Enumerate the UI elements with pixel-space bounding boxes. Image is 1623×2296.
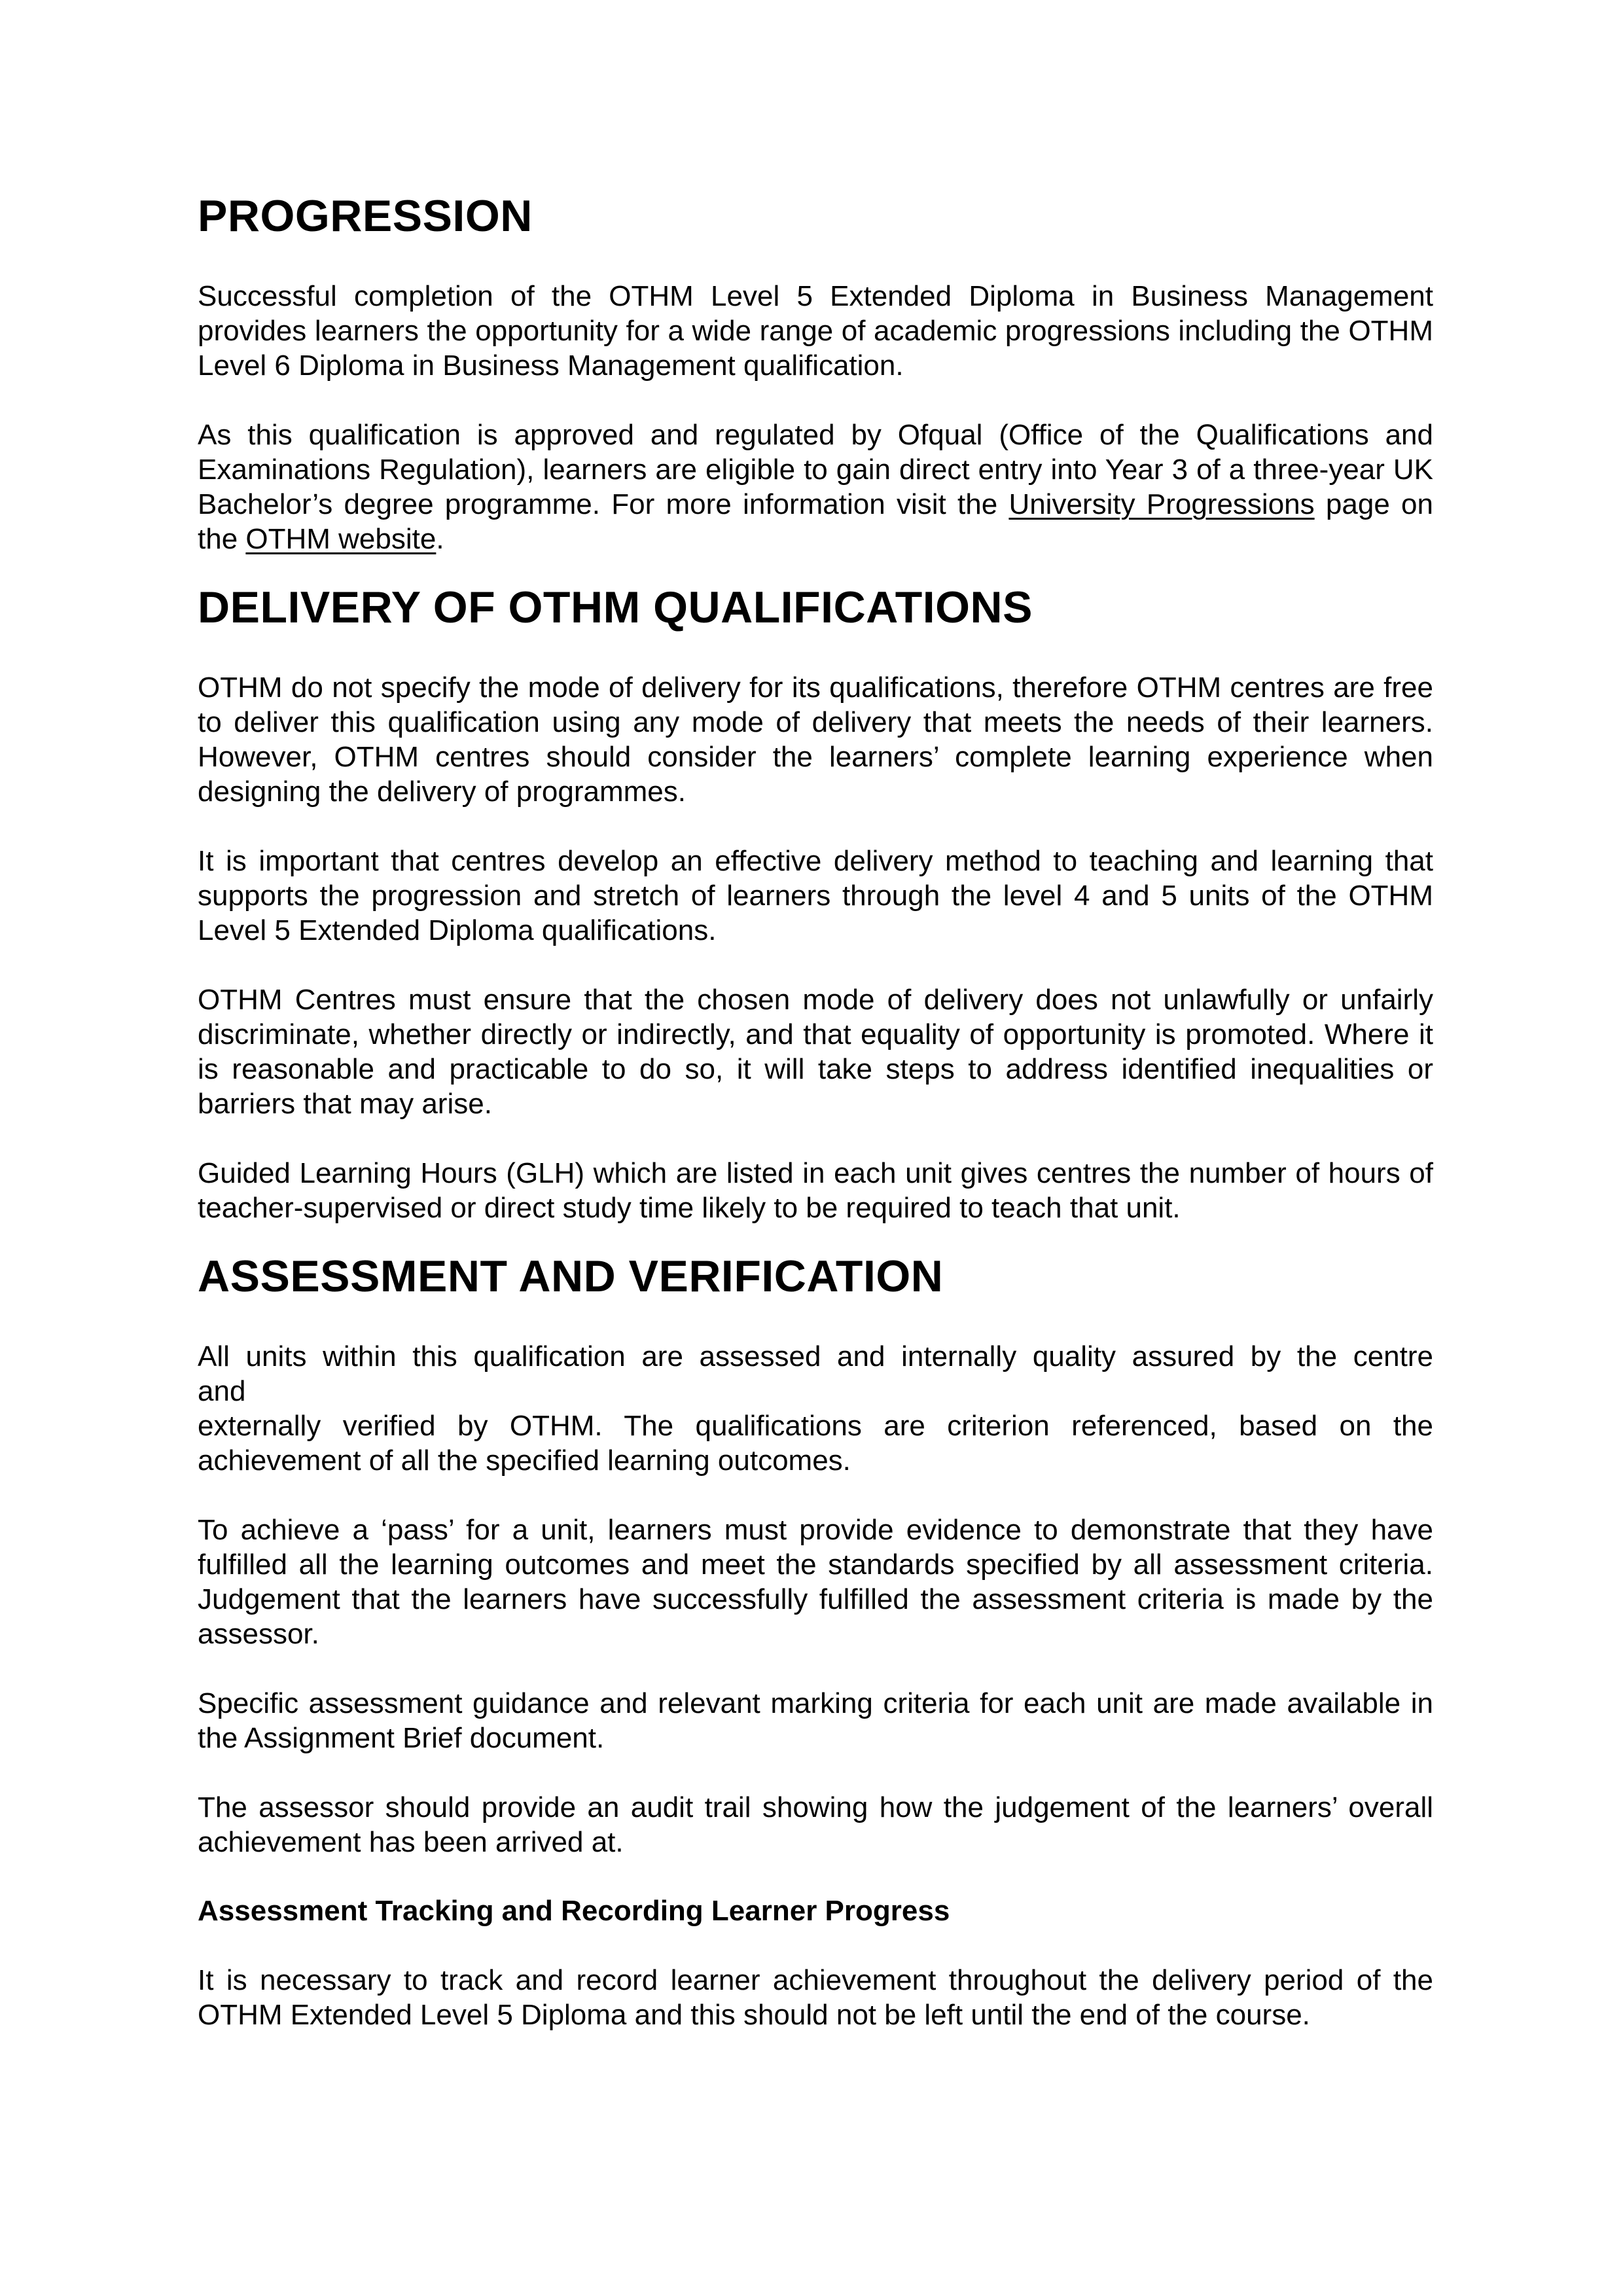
assessment-paragraph-1 [198, 1339, 1433, 1478]
delivery-paragraph-4: Guided Learning Hours (GLH) which are listed in each unit gives centres the number of hours of teacher-supervised or direct study time likely to be required to teach that unit. [198, 1157, 1433, 1224]
progression-paragraph-2-end: . [436, 523, 444, 555]
assessment-paragraph-2: To achieve a ‘pass’ for a unit, learners must provide evidence to demonstrate that they have fulfilled all the learning outcomes and meet the standards specified by all assessment criteria. Judgement that the learners have successfully fulfilled the assessment criteria is made by the assessor. [198, 1514, 1433, 1650]
assessment-tracking-subheading: Assessment Tracking and Recording Learner Progress [198, 1895, 950, 1927]
progression-heading: PROGRESSION [198, 191, 533, 241]
assessment-paragraph-3: Specific assessment guidance and relevant marking criteria for each unit are made available in the Assignment Brief document. [198, 1687, 1433, 1754]
university-progressions-link[interactable]: University Progressions [1008, 488, 1315, 520]
delivery-paragraph-2: It is important that centres develop an effective delivery method to teaching and learning that supports the progression and stretch of learners through the level 4 and 5 units of the OTHM Level 5 Extended Diploma qualifications. [198, 845, 1433, 946]
assessment-paragraph-5: It is necessary to track and record learner achievement throughout the delivery period of the OTHM Extended Level 5 Diploma and this should not be left until the end of the course. [198, 1964, 1433, 2031]
delivery-heading: DELIVERY OF OTHM QUALIFICATIONS [198, 583, 1033, 632]
progression-paragraph-2 [198, 418, 1433, 556]
progression-paragraph-2-text: As this qualification is approved and regulated by Ofqual (Office of the Qualifications and Examinations Regulation), learners are eligible to gain direct entry into Year 3 of a three-year UK Bachelor’s degree programme. For more information visit the [198, 419, 1433, 520]
document-page [198, 190, 1433, 2032]
delivery-paragraph-3: OTHM Centres must ensure that the chosen mode of delivery does not unlawfully or unfairly discriminate, whether directly or indirectly, and that equality of opportunity is promoted. Where it is reasonable and practicable to do so, it will take steps to address identified inequalities or barriers that may arise. [198, 984, 1433, 1120]
assessment-paragraph-1-line-1: All units within this qualification are assessed and internally quality assured by the centre [198, 1340, 1433, 1372]
assessment-paragraph-1-line-2: and [198, 1375, 246, 1407]
progression-paragraph-1: Successful completion of the OTHM Level 5 Extended Diploma in Business Management provides learners the opportunity for a wide range of academic progressions including the OTHM Level 6 Diploma in Business Management qualification. [198, 280, 1433, 382]
delivery-paragraph-1: OTHM do not specify the mode of delivery for its qualifications, therefore OTHM centres are free to deliver this qualification using any mode of delivery that meets the needs of their learners. However, OTHM centres should consider the learners’ complete learning experience when designing the delivery of programmes. [198, 672, 1433, 808]
progression-paragraph-2-mid: page on the [198, 488, 1433, 555]
assessment-paragraph-4: The assessor should provide an audit trail showing how the judgement of the learners’ overall achievement has been arrived at. [198, 1791, 1433, 1858]
assessment-paragraph-1-rest: externally verified by OTHM. The qualifications are criterion referenced, based on the achievement of all the specified learning outcomes. [198, 1410, 1433, 1477]
assessment-heading: ASSESSMENT AND VERIFICATION [198, 1251, 944, 1301]
othm-website-link[interactable]: OTHM website [245, 523, 437, 555]
